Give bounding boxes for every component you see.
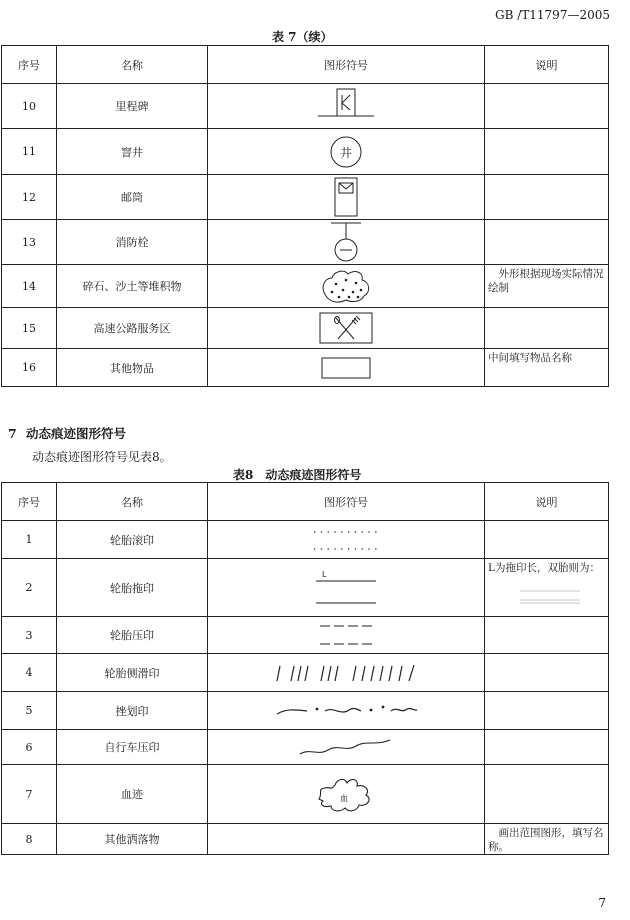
- row-name: 其他洒落物: [57, 824, 208, 855]
- col-header-symbol: 图形符号: [208, 46, 485, 84]
- row-no: 6: [2, 730, 57, 765]
- symbol-cell: [208, 765, 485, 824]
- symbol-cell: [208, 559, 485, 617]
- table-row: [2, 617, 609, 654]
- col-header-note: 说明: [485, 46, 609, 84]
- col-header-symbol: 图形符号: [208, 483, 485, 521]
- row-name: 轮胎滚印: [57, 521, 208, 559]
- blood-stain-symbol: [311, 771, 381, 817]
- symbol-cell: [208, 84, 485, 129]
- row-note: [485, 129, 609, 175]
- col-header-name: 名称: [57, 483, 208, 521]
- row-name: 自行车压印: [57, 730, 208, 765]
- row-no: 12: [2, 175, 57, 220]
- table8-header-row: [2, 483, 609, 521]
- mailbox-symbol: [326, 176, 366, 218]
- symbol-cell: [208, 692, 485, 730]
- row-name: 里程碑: [57, 84, 208, 129]
- symbol-cell: [208, 521, 485, 559]
- row-note: [485, 175, 609, 220]
- symbol-cell: [208, 175, 485, 220]
- section-intro: 动态痕迹图形符号见表8。: [32, 450, 172, 464]
- row-name: 血迹: [57, 765, 208, 824]
- row-note: [485, 559, 609, 617]
- section-title: 动态痕迹图形符号: [26, 426, 127, 441]
- col-header-no: 序号: [2, 483, 57, 521]
- row-note: [485, 308, 609, 349]
- tire-drag-mark-symbol: [306, 565, 386, 611]
- blood-stain-symbol-text: 血: [340, 794, 348, 803]
- row-note: [485, 220, 609, 265]
- table-row: [2, 730, 609, 765]
- row-note: [485, 84, 609, 129]
- table7-caption: 表 7（续）: [272, 30, 333, 44]
- row-note: 中间填写物品名称: [485, 349, 609, 387]
- row-name: 其他物品: [57, 349, 208, 387]
- table-row: [2, 765, 609, 824]
- row-no: 3: [2, 617, 57, 654]
- row-no: 7: [2, 765, 57, 824]
- row-name: 窨井: [57, 129, 208, 175]
- table-row: [2, 84, 609, 129]
- table-row: [2, 692, 609, 730]
- table7-header-row: [2, 46, 609, 84]
- table-row: [2, 349, 609, 387]
- row-note: 外形根据现场实际情况绘制: [485, 265, 609, 308]
- row-no: 11: [2, 129, 57, 175]
- service-area-symbol: [316, 310, 376, 346]
- table8-caption: 表8 动态痕迹图形符号: [233, 468, 362, 482]
- row-name: 轮胎压印: [57, 617, 208, 654]
- bicycle-mark-symbol: [296, 734, 396, 760]
- row-name: 邮筒: [57, 175, 208, 220]
- row-no: 14: [2, 265, 57, 308]
- section-heading: [8, 424, 126, 442]
- section-number: 7: [8, 426, 17, 441]
- table-row: [2, 220, 609, 265]
- row-name: 轮胎侧滑印: [57, 654, 208, 692]
- scrape-mark-symbol: [271, 698, 421, 724]
- row-name: 高速公路服务区: [57, 308, 208, 349]
- symbol-cell: [208, 824, 485, 855]
- table8: [1, 482, 609, 855]
- table7: [1, 45, 609, 387]
- table-row: [2, 559, 609, 617]
- table-row: [2, 654, 609, 692]
- row-no: 13: [2, 220, 57, 265]
- row-note: [485, 521, 609, 559]
- row-note: [485, 730, 609, 765]
- row-no: 8: [2, 824, 57, 855]
- note-text: L为拖印长，双胎则为：: [488, 562, 600, 574]
- fire-hydrant-symbol: [321, 220, 371, 264]
- tire-rolling-mark-symbol: [306, 525, 386, 555]
- tire-press-mark-symbol: [306, 620, 386, 650]
- table-row: [2, 175, 609, 220]
- row-no: 5: [2, 692, 57, 730]
- row-no: 1: [2, 521, 57, 559]
- row-no: 16: [2, 349, 57, 387]
- symbol-cell: [208, 654, 485, 692]
- tire-side-slip-mark-symbol: [271, 660, 421, 686]
- row-name: 挫划印: [57, 692, 208, 730]
- symbol-cell: [208, 308, 485, 349]
- standard-code: GB /T11797—2005: [495, 8, 610, 22]
- symbol-cell: [208, 349, 485, 387]
- drag-length-label: L: [322, 569, 327, 579]
- row-no: 4: [2, 654, 57, 692]
- row-note: [485, 765, 609, 824]
- table-row: [2, 824, 609, 855]
- row-name: 碎石、沙土等堆积物: [57, 265, 208, 308]
- manhole-symbol-text: 井: [339, 145, 353, 160]
- dual-tire-lines-icon: [488, 575, 606, 611]
- row-no: 2: [2, 559, 57, 617]
- other-object-symbol: [316, 355, 376, 381]
- row-no: 15: [2, 308, 57, 349]
- symbol-cell: [208, 730, 485, 765]
- row-name: 轮胎拖印: [57, 559, 208, 617]
- table-row: [2, 521, 609, 559]
- table-row: [2, 308, 609, 349]
- debris-pile-symbol: [316, 266, 376, 306]
- symbol-cell: [208, 617, 485, 654]
- manhole-symbol: [326, 132, 366, 172]
- col-header-no: 序号: [2, 46, 57, 84]
- col-header-note: 说明: [485, 483, 609, 521]
- row-note: 画出范围图形，填写名称。: [485, 824, 609, 855]
- symbol-cell: [208, 265, 485, 308]
- milestone-symbol: [316, 86, 376, 126]
- symbol-cell: [208, 129, 485, 175]
- row-note: [485, 654, 609, 692]
- row-note: [485, 617, 609, 654]
- page-number: 7: [598, 896, 606, 910]
- symbol-cell: [208, 220, 485, 265]
- table-row: [2, 129, 609, 175]
- col-header-name: 名称: [57, 46, 208, 84]
- table-row: [2, 265, 609, 308]
- row-name: 消防栓: [57, 220, 208, 265]
- row-note: [485, 692, 609, 730]
- row-no: 10: [2, 84, 57, 129]
